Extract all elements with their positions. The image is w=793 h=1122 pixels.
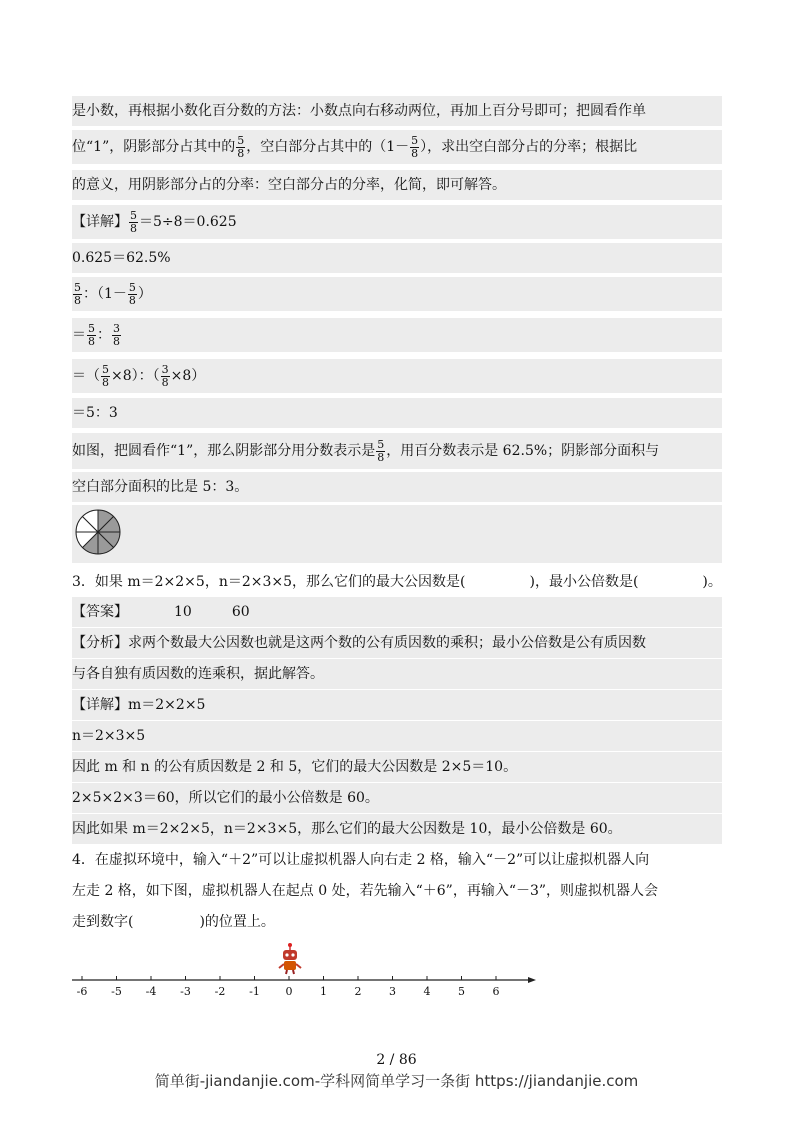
tick-label: 3: [389, 985, 396, 998]
text: ＝5÷8＝0.625: [139, 214, 237, 230]
text: ：: [97, 327, 111, 343]
tick-label: -3: [180, 985, 191, 998]
text: )，最小公倍数是(: [529, 574, 639, 590]
answer-value-1: 10: [174, 604, 192, 620]
detail-line-2: 0.625＝62.5%: [72, 243, 722, 273]
fraction-five-eighths: $\frac{5}{8}$: [102, 362, 109, 389]
text: 位“1”，阴影部分占其中的: [72, 139, 236, 155]
fraction-three-eighths: $\frac{3}{8}$: [113, 321, 120, 348]
text: 如图，把圆看作“1”，那么阴影部分用分数表示是: [72, 443, 376, 459]
fraction-three-eighths: $\frac{3}{8}$: [161, 362, 169, 389]
analysis-q3-line-2: 与各自独有质因数的连乘积，据此解答。: [72, 659, 722, 689]
detail-line-8: 空白部分面积的比是 5：3。: [72, 472, 722, 502]
fraction-five-eighths: $\frac{5}{8}$: [74, 280, 81, 307]
tick-label: 2: [354, 985, 362, 998]
question-4-line-3: [72, 907, 722, 937]
number-line-figure: [60, 940, 550, 1000]
fraction-five-eighths: $\frac{5}{8}$: [411, 133, 419, 160]
detail-line-4: [72, 318, 722, 352]
detail-q3-line-5: 因此如果 m＝2×2×5，n＝2×3×5，那么它们的最大公因数是 10，最小公倍数是 60。: [72, 814, 722, 844]
detail-line-6: ＝5：3: [72, 398, 722, 428]
detail-q3-line-2: n＝2×3×5: [72, 721, 722, 751]
text: )。: [702, 574, 722, 590]
analysis-line-3: 的意义，用阴影部分占的分率：空白部分占的分率，化简，即可解答。: [72, 170, 722, 200]
text: 走到数字(: [72, 914, 134, 930]
text: ×8）：（: [111, 368, 160, 384]
tick-label: 6: [492, 985, 500, 998]
text: 3．如果 m＝2×2×5，n＝2×3×5，那么它们的最大公因数是(: [72, 574, 466, 590]
text: )的位置上。: [199, 914, 275, 930]
text: ＝（: [72, 368, 100, 384]
tick-label: 0: [285, 985, 293, 998]
text: ）: [137, 286, 152, 302]
question-4-line-1: 4．在虚拟环境中，输入“＋2”可以让虚拟机器人向右走 2 格，输入“－2”可以让虚拟机器人向: [72, 852, 650, 868]
pie-chart-figure: [74, 508, 122, 556]
fraction-five-eighths: $\frac{5}{8}$: [377, 437, 385, 464]
fraction-five-eighths: $\frac{5}{8}$: [88, 321, 95, 348]
pie-figure-area: [72, 505, 722, 563]
detail-line-5: [72, 359, 722, 393]
tick-label: -2: [214, 985, 226, 998]
text: ，用百分数表示是 62.5%；阴影部分面积与: [386, 443, 660, 459]
question-4-line-2: 左走 2 格，如下图，虚拟机器人在起点 0 处，若先输入“＋6”，再输入“－3”，则虚拟机器人会: [72, 883, 659, 899]
detail-q3-line-3: 因此 m 和 n 的公有质因数是 2 和 5，它们的最大公因数是 2×5＝10。: [72, 752, 722, 782]
fraction-five-eighths: $\frac{5}{8}$: [130, 208, 137, 235]
text: ＝: [72, 327, 86, 343]
detail-line-3: [72, 277, 722, 311]
text: ：（1－: [83, 286, 127, 302]
tick-label: 4: [423, 985, 431, 998]
text: ），求出空白部分占的分率；根据比: [420, 139, 638, 155]
tick-label: -1: [249, 985, 260, 998]
detail-label: 【详解】: [72, 214, 128, 230]
page-number: 2 / 86: [376, 1052, 417, 1068]
answer-label: 【答案】: [72, 604, 128, 620]
answer-line: [72, 597, 722, 627]
tick-label: -6: [76, 985, 88, 998]
analysis-line-2: [72, 130, 722, 164]
robot-icon: [279, 943, 301, 974]
tick-label: 1: [320, 985, 327, 998]
arrow-right-icon: [528, 977, 536, 983]
tick-label: -4: [145, 985, 157, 998]
fraction-five-eighths: $\frac{5}{8}$: [237, 133, 245, 160]
footer-watermark: 简单街-jiandanjie.com-学科网简单学习一条街 https://jiandanjie.com: [154, 1072, 639, 1090]
analysis-line-1: 是小数，再根据小数化百分数的方法：小数点向右移动两位，再加上百分号即可；把圆看作单: [72, 96, 722, 126]
text: ，空白部分占其中的（1－: [246, 139, 410, 155]
detail-line-1: [72, 205, 722, 239]
answer-value-2: 60: [231, 604, 250, 620]
question-3: [72, 567, 722, 597]
detail-q3-line-4: 2×5×2×3＝60，所以它们的最小公倍数是 60。: [72, 783, 722, 813]
text: ×8）: [170, 368, 206, 384]
tick-label: 5: [458, 985, 465, 998]
detail-line-7: [72, 433, 722, 469]
tick-label: -5: [111, 985, 122, 998]
analysis-q3-line-1: 【分析】求两个数最大公因数也就是这两个数的公有质因数的乘积；最小公倍数是公有质因数: [72, 628, 722, 658]
fraction-five-eighths: $\frac{5}{8}$: [128, 280, 136, 307]
detail-q3-line-1: 【详解】m＝2×2×5: [72, 690, 722, 720]
